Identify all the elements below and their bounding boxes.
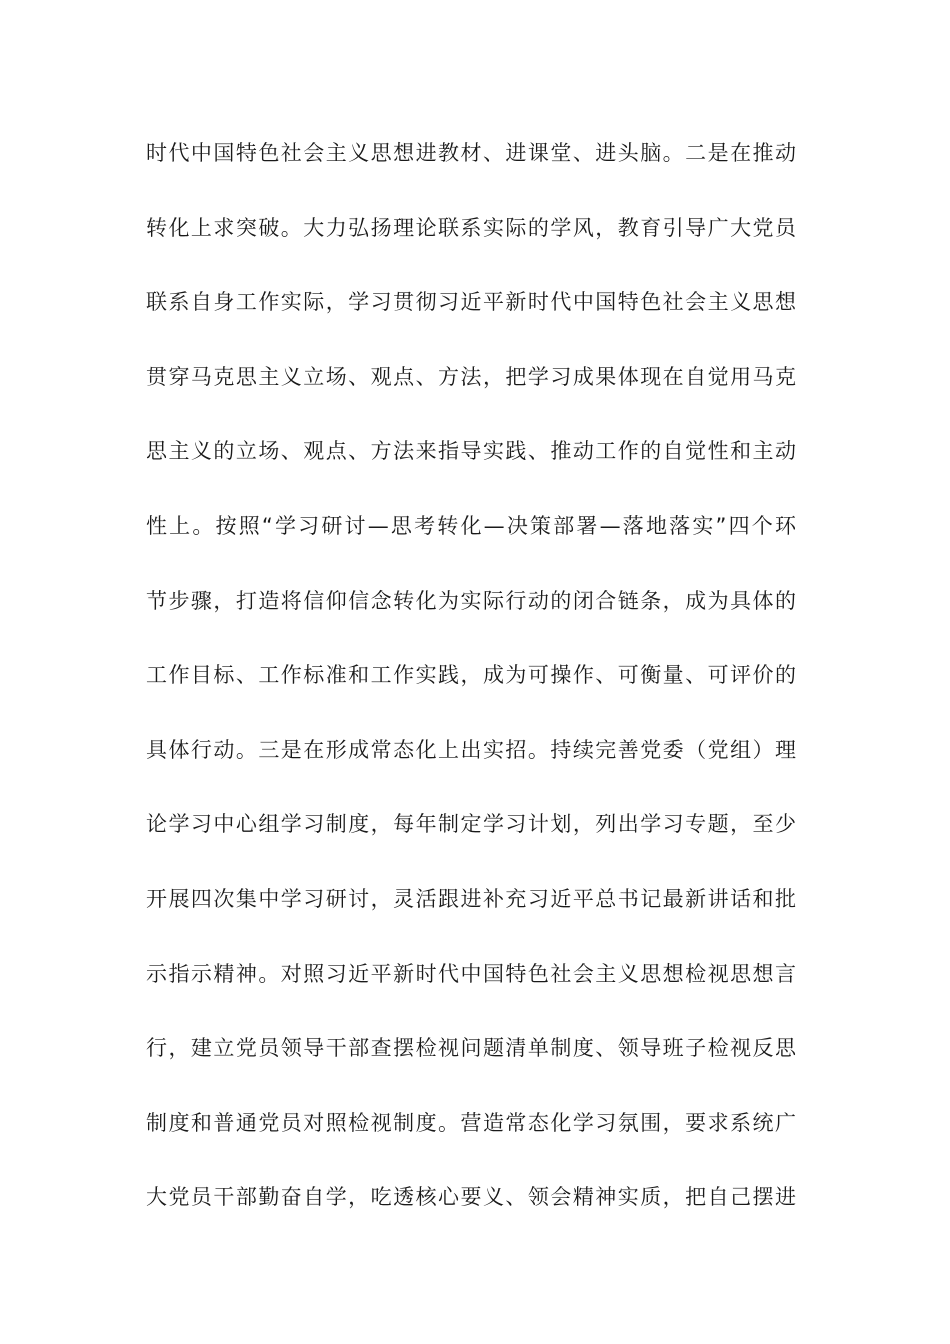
text-line: 工作目标、工作标准和工作实践，成为可操作、可衡量、可评价的: [146, 663, 796, 688]
text-line: 贯穿马克思主义立场、观点、方法，把学习成果体现在自觉用马克: [146, 364, 796, 389]
text-line: 转化上求突破。大力弘扬理论联系实际的学风，教育引导广大党员: [146, 215, 796, 240]
text-line: 论学习中心组学习制度，每年制定学习计划，列出学习专题，至少: [146, 812, 796, 837]
text-line: 行，建立党员领导干部查摆检视问题清单制度、领导班子检视反思: [146, 1036, 796, 1061]
text-line: 具体行动。三是在形成常态化上出实招。持续完善党委（党组）理: [146, 737, 796, 762]
text-line: 时代中国特色社会主义思想进教材、进课堂、进头脑。二是在推动: [146, 141, 796, 165]
text-line: 性上。按照“学习研讨—思考转化—决策部署—落地落实”四个环: [146, 513, 796, 538]
text-line: 示指示精神。对照习近平新时代中国特色社会主义思想检视思想言: [146, 961, 796, 986]
text-line: 思主义的立场、观点、方法来指导实践、推动工作的自觉性和主动: [146, 439, 796, 464]
text-line: 节步骤，打造将信仰信念转化为实际行动的闭合链条，成为具体的: [146, 588, 796, 613]
body-paragraph: [146, 133, 796, 1252]
text-line: 开展四次集中学习研讨，灵活跟进补充习近平总书记最新讲话和批: [146, 886, 796, 911]
text-line: 制度和普通党员对照检视制度。营造常态化学习氛围，要求系统广: [146, 1110, 796, 1135]
text-line: 联系自身工作实际，学习贯彻习近平新时代中国特色社会主义思想: [146, 290, 796, 315]
text-line: 大党员干部勤奋自学，吃透核心要义、领会精神实质，把自己摆进: [146, 1185, 796, 1210]
